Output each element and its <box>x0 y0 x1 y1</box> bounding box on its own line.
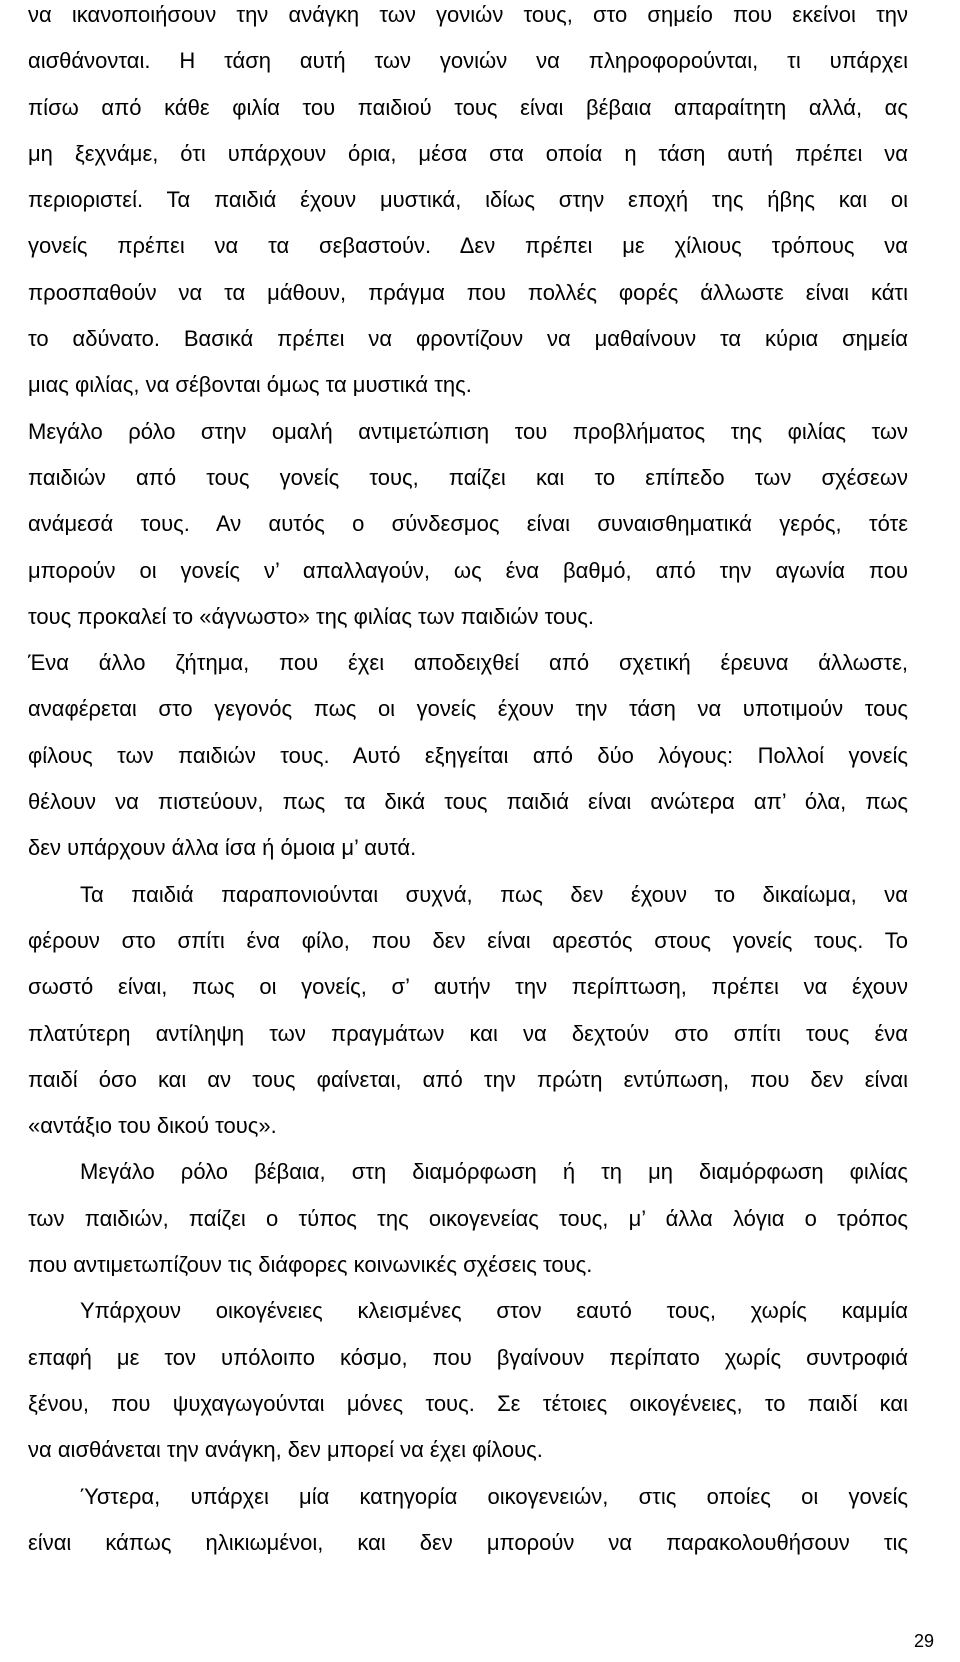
page-number: 29 <box>913 1631 934 1651</box>
text-line: γονείς πρέπει να τα σεβαστούν. Δεν πρέπει με χίλιους τρόπους να <box>28 233 908 259</box>
text-line: θέλουν να πιστεύουν, πως τα δικά τους παιδιά είναι ανώτερα απ’ όλα, πως <box>28 789 908 815</box>
text-line: των παιδιών, παίζει ο τύπος της οικογενείας τους, μ’ άλλα λόγια ο τρόπος <box>28 1205 908 1231</box>
text-line: να αισθάνεται την ανάγκη, δεν μπορεί να έχει φίλους. <box>28 1437 543 1463</box>
text-line: μη ξεχνάμε, ότι υπάρχουν όρια, μέσα στα οποία η τάση αυτή πρέπει να <box>28 140 908 166</box>
text-line: ξένου, που ψυχαγωγούνται μόνες τους. Σε τέτοιες οικογένειες, το παιδί και <box>28 1390 908 1416</box>
text-line: Τα παιδιά παραπονιούνται συχνά, πως δεν έχουν το δικαίωμα, να <box>80 881 908 907</box>
text-line: παιδί όσο και αν τους φαίνεται, από την πρώτη εντύπωση, που δεν είναι <box>28 1066 908 1092</box>
text-line: φίλους των παιδιών τους. Αυτό εξηγείται από δύο λόγους: Πολλοί γονείς <box>28 742 908 768</box>
document-page <box>28 0 908 1566</box>
text-line: επαφή με τον υπόλοιπο κόσμο, που βγαίνουν περίπατο χωρίς συντροφιά <box>28 1344 908 1370</box>
text-line: τους προκαλεί το «άγνωστο» της φιλίας των παιδιών τους. <box>28 603 594 629</box>
text-line: Υπάρχουν οικογένειες κλεισμένες στον εαυτό τους, χωρίς καμμία <box>80 1298 908 1324</box>
text-line: Ύστερα, υπάρχει μία κατηγορία οικογενειών, στις οποίες οι γονείς <box>80 1483 908 1509</box>
text-line: σωστό είναι, πως οι γονείς, σ’ αυτήν την περίπτωση, πρέπει να έχουν <box>28 974 908 1000</box>
text-line: το αδύνατο. Βασικά πρέπει να φροντίζουν να μαθαίνουν τα κύρια σημεία <box>28 326 908 352</box>
text-line: που αντιμετωπίζουν τις διάφορες κοινωνικές σχέσεις τους. <box>28 1252 593 1278</box>
text-line: αισθάνονται. Η τάση αυτή των γονιών να πληροφορούνται, τι υπάρχει <box>28 48 908 74</box>
text-line: ανάμεσά τους. Αν αυτός ο σύνδεσμος είναι συναισθηματικά γερός, τότε <box>28 511 908 537</box>
text-line: φέρουν στο σπίτι ένα φίλο, που δεν είναι αρεστός στους γονείς τους. Το <box>28 927 908 953</box>
text-line: παιδιών από τους γονείς τους, παίζει και το επίπεδο των σχέσεων <box>28 464 908 490</box>
text-line: περιοριστεί. Τα παιδιά έχουν μυστικά, ιδίως στην εποχή της ήβης και οι <box>28 187 908 213</box>
text-line: να ικανοποιήσουν την ανάγκη των γονιών τους, στο σημείο που εκείνοι την <box>28 2 908 27</box>
text-line: «αντάξιο του δικού τους». <box>28 1113 277 1139</box>
text-line: Ένα άλλο ζήτημα, που έχει αποδειχθεί από σχετική έρευνα άλλωστε, <box>28 650 908 676</box>
text-line: μπορούν οι γονείς ν’ απαλλαγούν, ως ένα βαθμό, από την αγωνία που <box>28 557 908 583</box>
text-line: Μεγάλο ρόλο στην ομαλή αντιμετώπιση του προβλήματος της φιλίας των <box>28 418 908 444</box>
text-line: πλατύτερη αντίληψη των πραγμάτων και να δεχτούν στο σπίτι τους ένα <box>28 1020 908 1046</box>
text-line: πίσω από κάθε φιλία του παιδιού τους είναι βέβαια απαραίτητη αλλά, ας <box>28 94 908 120</box>
text-line: προσπαθούν να τα μάθουν, πράγμα που πολλές φορές άλλωστε είναι κάτι <box>28 279 908 305</box>
text-line: είναι κάπως ηλικιωμένοι, και δεν μπορούν να παρακολουθήσουν τις <box>28 1529 908 1555</box>
text-line: δεν υπάρχουν άλλα ίσα ή όμοια μ’ αυτά. <box>28 835 417 861</box>
text-line: Μεγάλο ρόλο βέβαια, στη διαμόρφωση ή τη μη διαμόρφωση φιλίας <box>80 1159 908 1185</box>
text-line: μιας φιλίας, να σέβονται όμως τα μυστικά της. <box>28 372 472 398</box>
text-line: αναφέρεται στο γεγονός πως οι γονείς έχουν την τάση να υποτιμούν τους <box>28 696 908 722</box>
